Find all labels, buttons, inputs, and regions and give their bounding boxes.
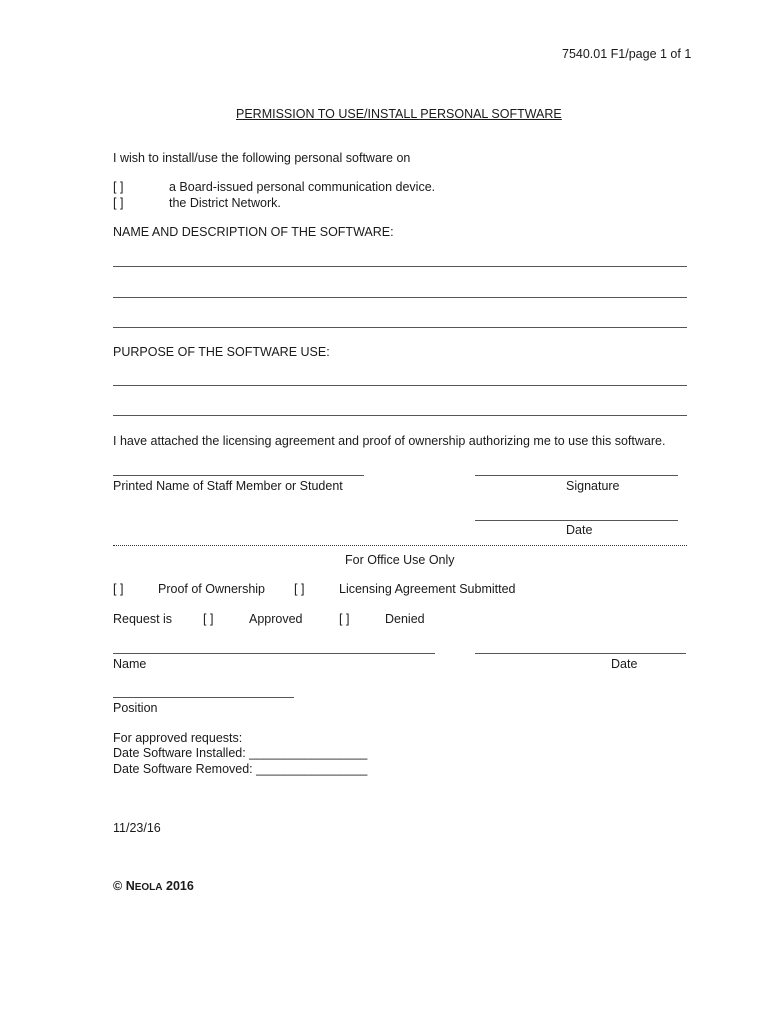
copyright-year: 2016 — [166, 879, 194, 893]
copyright-notice — [113, 879, 194, 893]
name-description-label: NAME AND DESCRIPTION OF THE SOFTWARE: — [113, 225, 394, 239]
name-description-line-2[interactable] — [113, 297, 687, 298]
name-description-line-1[interactable] — [113, 266, 687, 267]
denied-label: Denied — [385, 612, 425, 626]
office-use-heading: For Office Use Only — [345, 553, 455, 567]
date-removed-field[interactable]: Date Software Removed: ________________ — [113, 762, 368, 776]
approved-label: Approved — [249, 612, 303, 626]
position-line[interactable] — [113, 697, 294, 698]
licensing-agreement-label: Licensing Agreement Submitted — [339, 582, 516, 596]
name-description-line-3[interactable] — [113, 327, 687, 328]
office-date-label: Date — [611, 657, 638, 671]
purpose-line-1[interactable] — [113, 385, 687, 386]
neola-first-letter: N — [125, 879, 135, 893]
checkbox-proof-of-ownership[interactable]: [ ] — [113, 582, 124, 596]
date-label: Date — [566, 523, 593, 537]
checkbox-network[interactable]: [ ] — [113, 196, 124, 210]
office-use-separator — [113, 545, 687, 546]
request-is-label: Request is — [113, 612, 173, 626]
signature-label: Signature — [566, 479, 620, 493]
neola-rest: EOLA — [134, 882, 163, 893]
printed-name-label: Printed Name of Staff Member or Student — [113, 479, 343, 493]
page-reference: 7540.01 F1/page 1 of 1 — [562, 47, 692, 61]
option-device-label: a Board-issued personal communication device. — [169, 180, 436, 194]
approved-requests-label: For approved requests: — [113, 731, 243, 745]
date-line[interactable] — [475, 520, 678, 521]
purpose-line-2[interactable] — [113, 415, 687, 416]
copyright-symbol: © — [113, 879, 123, 893]
office-name-line[interactable] — [113, 653, 435, 654]
proof-of-ownership-label: Proof of Ownership — [158, 582, 265, 596]
checkbox-licensing-agreement[interactable]: [ ] — [294, 582, 305, 596]
form-title: PERMISSION TO USE/INSTALL PERSONAL SOFTWARE — [236, 107, 562, 121]
position-label: Position — [113, 701, 158, 715]
revision-date: 11/23/16 — [113, 821, 161, 835]
date-installed-field[interactable]: Date Software Installed: _________________ — [113, 746, 368, 760]
checkbox-approved[interactable]: [ ] — [203, 612, 214, 626]
office-date-line[interactable] — [475, 653, 686, 654]
checkbox-denied[interactable]: [ ] — [339, 612, 350, 626]
option-network-label: the District Network. — [169, 196, 281, 210]
intro-text: I wish to install/use the following personal software on — [113, 151, 411, 165]
printed-name-line[interactable] — [113, 475, 364, 476]
checkbox-device[interactable]: [ ] — [113, 180, 124, 194]
office-name-label: Name — [113, 657, 147, 671]
attestation-text: I have attached the licensing agreement and proof of ownership authorizing me to use this software. — [113, 434, 666, 448]
signature-line[interactable] — [475, 475, 678, 476]
purpose-label: PURPOSE OF THE SOFTWARE USE: — [113, 345, 330, 359]
